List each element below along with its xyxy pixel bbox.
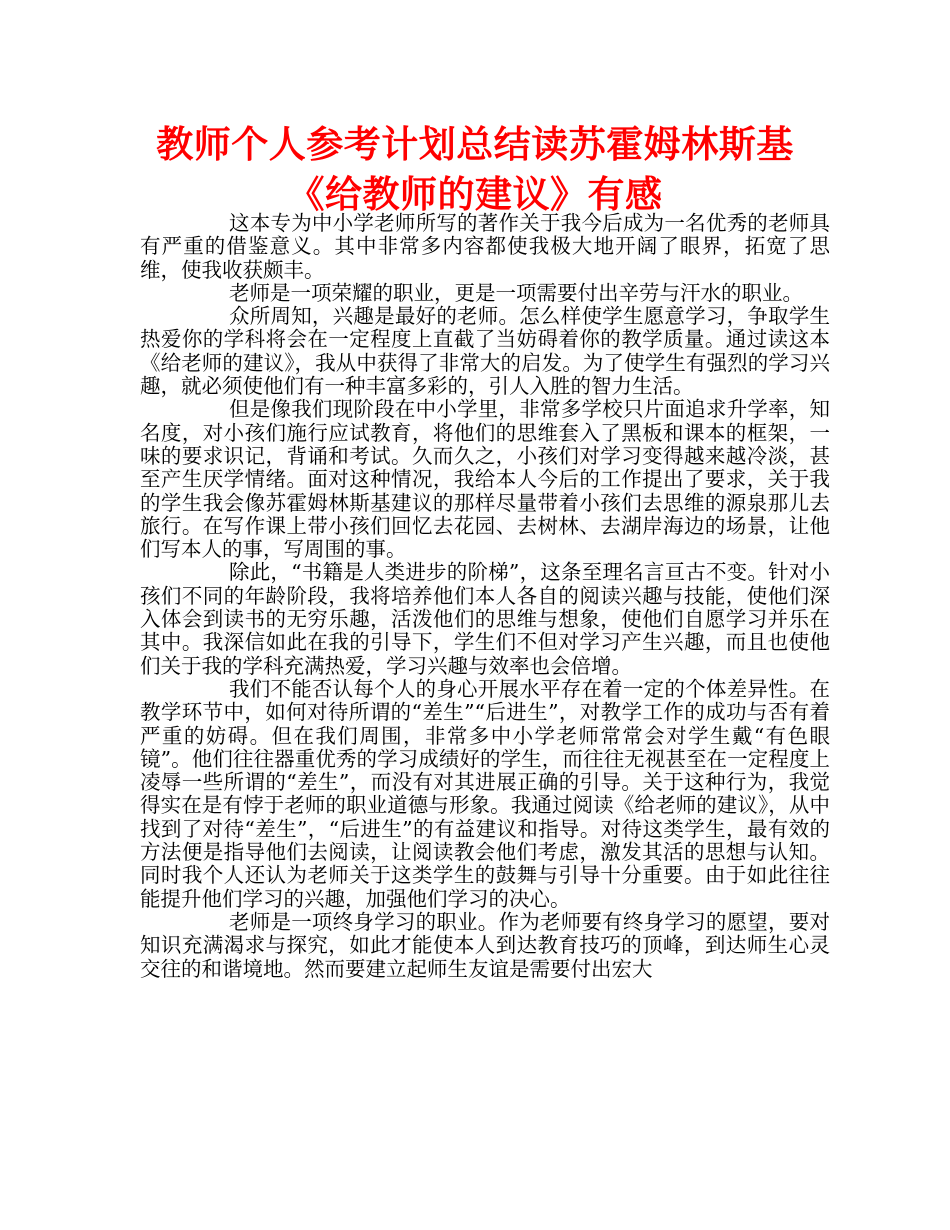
paragraph: 这本专为中小学老师所写的著作关于我今后成为一名优秀的老师具有严重的借鉴意义。其中非常多内容都使我极大地开阔了眼界，拓宽了思维，使我收获颇丰。 — [140, 211, 830, 282]
paragraph: 但是像我们现阶段在中小学里，非常多学校只片面追求升学率，知名度，对小孩们施行应试教育，将他们的思维套入了黑板和课本的框架，一味的要求识记，背诵和考试。久而久之，小孩们对学习变得越来越冷淡，甚至产生厌学情绪。面对这种情况，我给本人今后的工作提出了要求，关于我的学生我会像苏霍姆林斯基建议的那样尽量带着小孩们去思维的源泉那儿去旅行。在写作课上带小孩们回忆去花园、去树林、去湖岸海边的场景，让他们写本人的事，写周围的事。 — [140, 397, 830, 562]
document-title-line-1: 教师个人参考计划总结读苏霍姆林斯基 — [156, 123, 794, 166]
paragraph: 我们不能否认每个人的身心开展水平存在着一定的个体差异性。在教学环节中，如何对待所谓的“差生”“后进生”，对教学工作的成功与否有着严重的妨碍。但在我们周围，非常多中小学老师常常会对学生戴“有色眼镜”。他们往往器重优秀的学习成绩好的学生，而往往无视甚至在一定程度上凌辱一些所谓的“差生”，而没有对其进展正确的引导。关于这种行为，我觉得实在是有悖于老师的职业道德与形象。我通过阅读《给老师的建议》，从中找到了对待“差生”，“后进生”的有益建议和指导。对待这类学生，最有效的方法便是指导他们去阅读，让阅读教会他们考虑，激发其活的思想与认知。同时我个人还认为老师关于这类学生的鼓舞与引导十分重要。由于如此往往能提升他们学习的兴趣，加强他们学习的决心。 — [140, 676, 830, 911]
paragraph: 除此，“书籍是人类进步的阶梯”，这条至理名言亘古不变。针对小孩们不同的年龄阶段，我将培养他们本人各自的阅读兴趣与技能，使他们深入体会到读书的无穷乐趣，活泼他们的思维与想象，使他们自愿学习并乐在其中。我深信如此在我的引导下，学生们不但对学习产生兴趣，而且也使他们关于我的学科充满热爱，学习兴趣与效率也会倍增。 — [140, 560, 830, 678]
paragraph: 老师是一项终身学习的职业。作为老师要有终身学习的愿望，要对知识充满渴求与探究，如此才能使本人到达教育技巧的顶峰，到达师生心灵交往的和谐境地。然而要建立起师生友谊是需要付出宏大 — [140, 909, 830, 981]
document-body — [140, 212, 830, 981]
paragraph: 众所周知，兴趣是最好的老师。怎么样使学生愿意学习，争取学生热爱你的学科将会在一定程度上直截了当妨碍着你的教学质量。通过读这本《给老师的建议》，我从中获得了非常大的启发。为了使学生有强烈的学习兴趣，就必须使他们有一种丰富多彩的，引人入胜的智力生活。 — [140, 304, 830, 399]
paragraph: 老师是一项荣耀的职业，更是一项需要付出辛劳与汗水的职业。 — [229, 280, 803, 305]
document-title-line-2: 《给教师的建议》有感 — [287, 173, 663, 216]
